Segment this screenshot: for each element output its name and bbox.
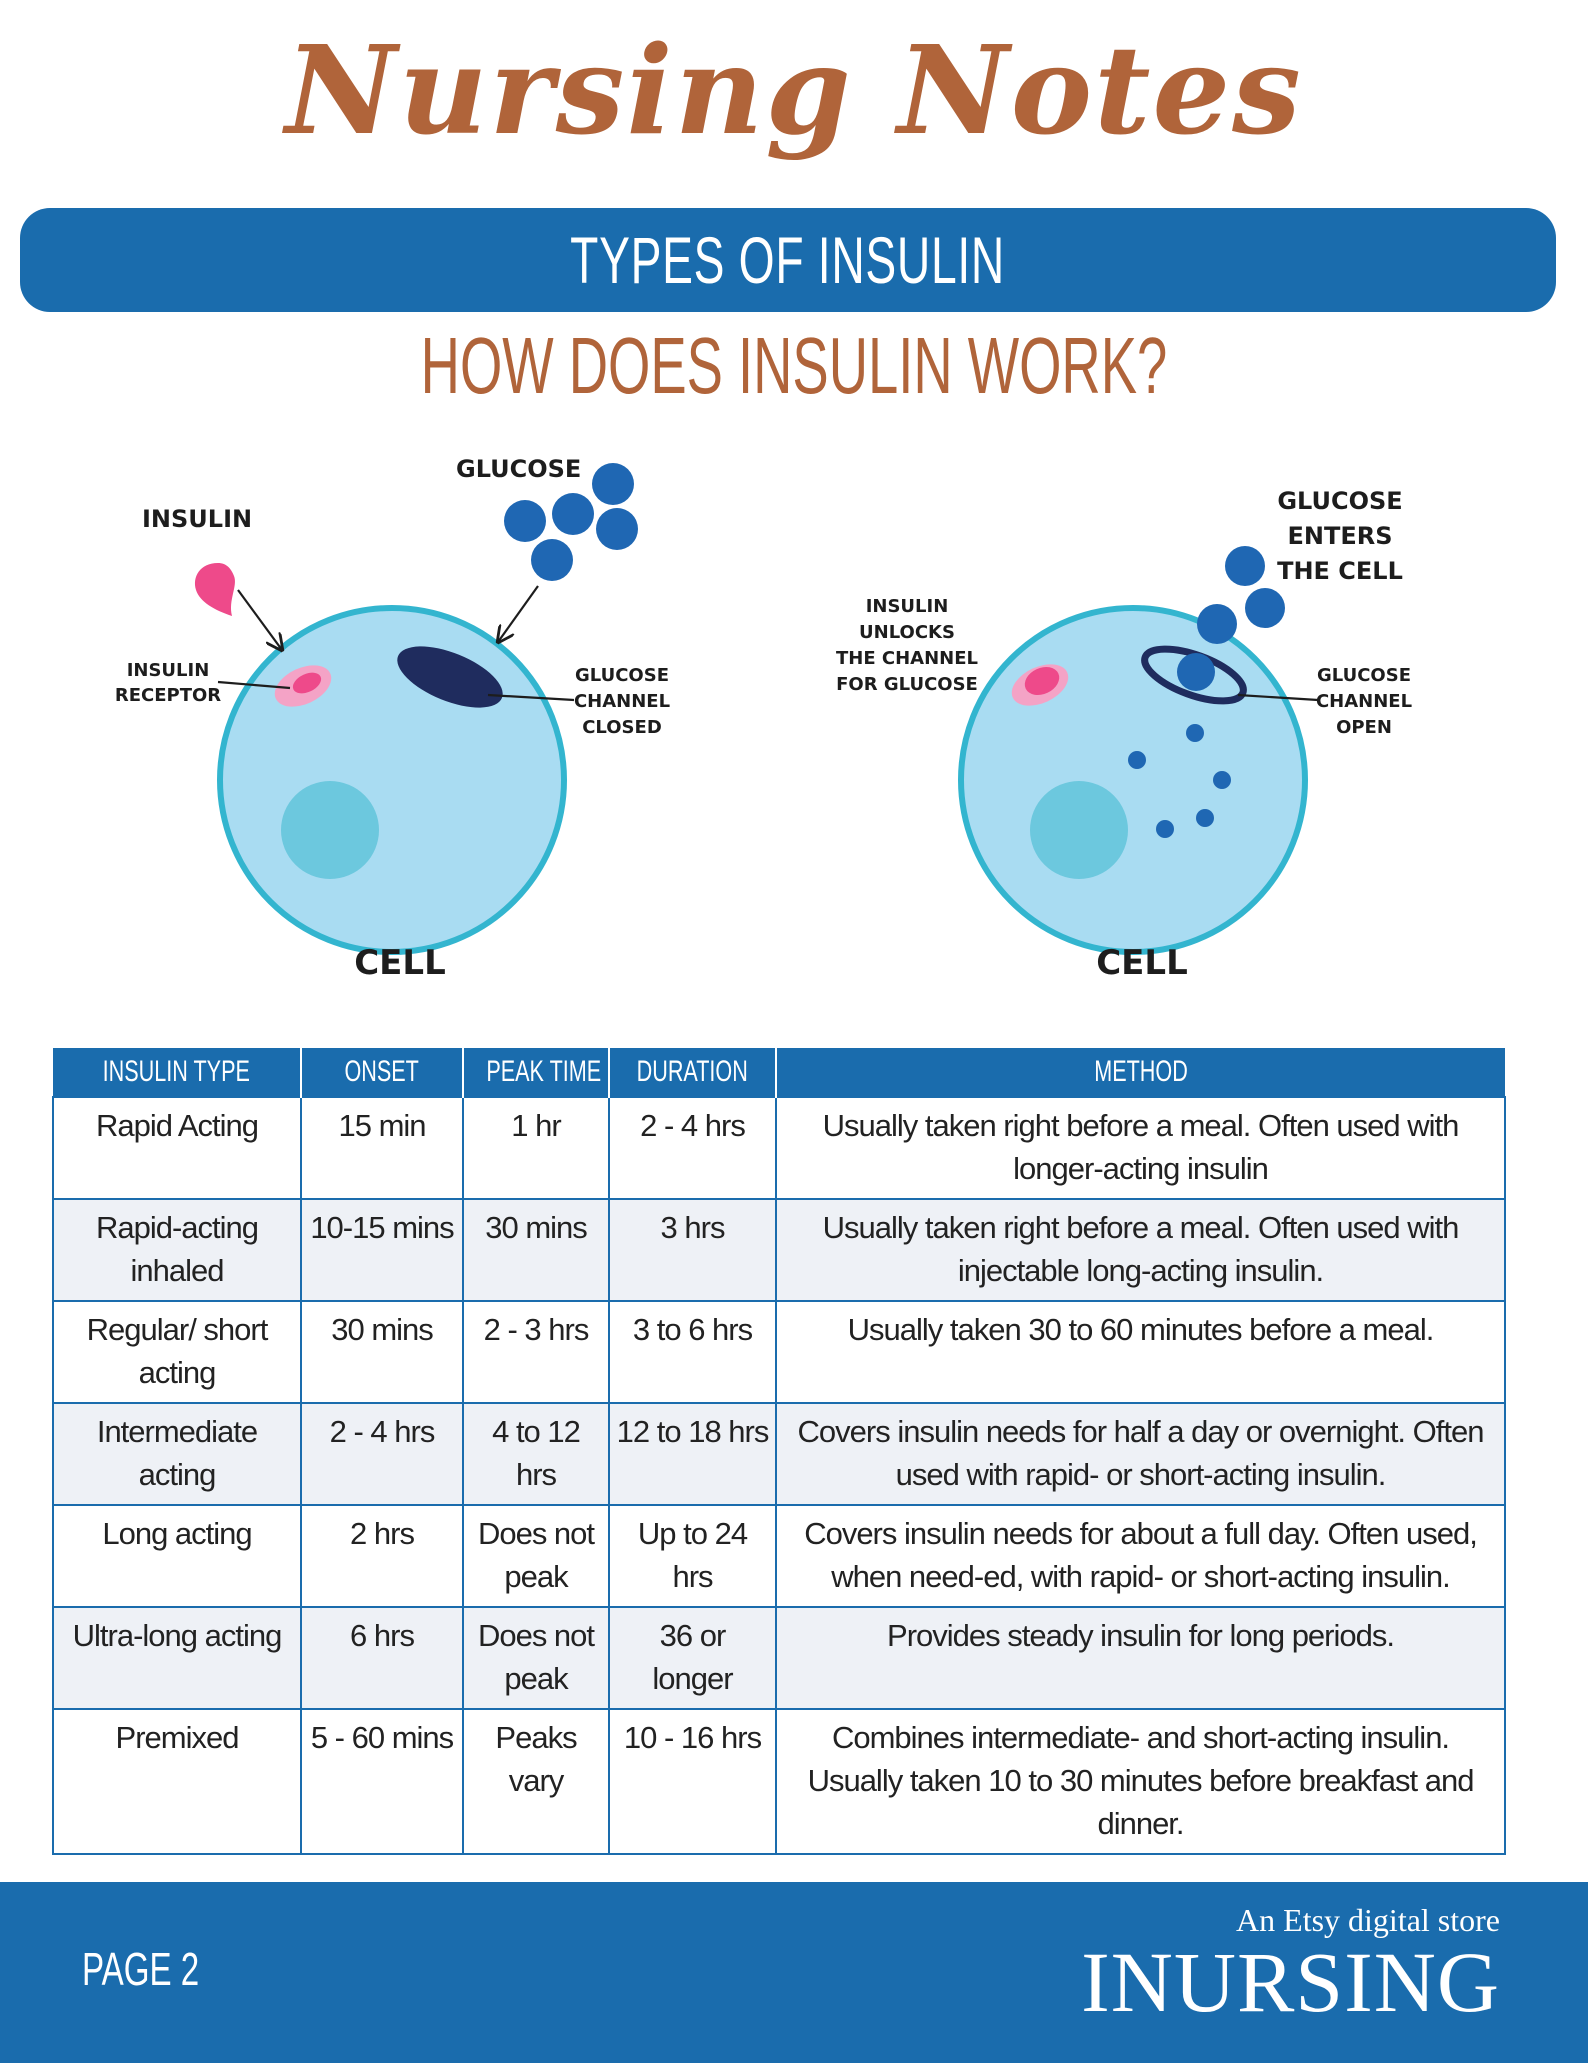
right-cell-label: CELL <box>1096 943 1188 983</box>
cell-insulin-type: Rapid-acting inhaled <box>53 1199 301 1301</box>
left-channel-label-3: CLOSED <box>582 717 662 738</box>
cell-method: Usually taken right before a meal. Often used with injectable long-acting insulin. <box>776 1199 1505 1301</box>
cell-onset: 2 - 4 hrs <box>301 1403 463 1505</box>
cell-onset: 30 mins <box>301 1301 463 1403</box>
left-glucose-label: GLUCOSE <box>456 455 582 483</box>
closed-channel-diagram <box>115 455 670 983</box>
right-unlock-label-1: INSULIN <box>865 596 949 617</box>
right-glucose-label-1: GLUCOSE <box>1277 487 1403 515</box>
cell-insulin-type: Regular/ short acting <box>53 1301 301 1403</box>
cell-peak-time: 4 to 12 hrs <box>463 1403 609 1505</box>
table-row <box>53 1301 1505 1403</box>
column-header-onset: ONSET <box>301 1048 463 1097</box>
left-insulin-arrow <box>238 590 282 650</box>
cell-duration: 3 hrs <box>609 1199 776 1301</box>
cell-insulin-type: Ultra-long acting <box>53 1607 301 1709</box>
cell-duration: 12 to 18 hrs <box>609 1403 776 1505</box>
cell-insulin-type: Intermediate acting <box>53 1403 301 1505</box>
right-unlock-label-4: FOR GLUCOSE <box>836 674 978 695</box>
cell-method: Usually taken right before a meal. Often used with longer-acting insulin <box>776 1097 1505 1199</box>
cell-onset: 2 hrs <box>301 1505 463 1607</box>
table-row <box>53 1097 1505 1199</box>
right-channel-label-3: OPEN <box>1336 717 1392 738</box>
table-row <box>53 1505 1505 1607</box>
column-header-method: METHOD <box>776 1048 1505 1097</box>
table-header-row <box>53 1048 1505 1097</box>
subtitle-text: HOW DOES INSULIN WORK? <box>420 321 1168 410</box>
insulin-diagram <box>0 440 1588 1000</box>
cell-method: Covers insulin needs for half a day or overnight. Often used with rapid- or short-acting insulin. <box>776 1403 1505 1505</box>
right-channel-label-2: CHANNEL <box>1315 691 1413 712</box>
open-channel-diagram <box>836 487 1412 983</box>
cell-duration: 10 - 16 hrs <box>609 1709 776 1854</box>
right-unlock-label-3: THE CHANNEL <box>835 648 979 669</box>
right-unlock-label-2: UNLOCKS <box>859 622 955 643</box>
page-number: PAGE 2 <box>82 1943 200 1995</box>
right-channel-label-1: GLUCOSE <box>1317 665 1411 686</box>
cell-peak-time: Does not peak <box>463 1505 609 1607</box>
left-nucleus <box>281 781 379 879</box>
left-insulin-label: INSULIN <box>142 505 253 533</box>
table-row <box>53 1709 1505 1854</box>
table-row <box>53 1199 1505 1301</box>
cell-peak-time: Peaks vary <box>463 1709 609 1854</box>
left-receptor-label-2: RECEPTOR <box>114 685 222 706</box>
cell-onset: 6 hrs <box>301 1607 463 1709</box>
insulin-types-table-wrap <box>52 1048 1504 1855</box>
cell-duration: 3 to 6 hrs <box>609 1301 776 1403</box>
cell-method: Usually taken 30 to 60 minutes before a meal. <box>776 1301 1505 1403</box>
table-row <box>53 1403 1505 1505</box>
left-glucose-arrow <box>498 586 538 642</box>
cell-duration: 2 - 4 hrs <box>609 1097 776 1199</box>
left-channel-label-2: CHANNEL <box>573 691 671 712</box>
cell-onset: 10-15 mins <box>301 1199 463 1301</box>
cell-method: Provides steady insulin for long periods. <box>776 1607 1505 1709</box>
page-title: Nursing Notes <box>285 18 1303 162</box>
cell-method: Combines intermediate- and short-acting insulin. Usually taken 10 to 30 minutes before breakfast and dinner. <box>776 1709 1505 1854</box>
cell-onset: 5 - 60 mins <box>301 1709 463 1854</box>
brand-logo: INURSING <box>1081 1934 1500 2030</box>
column-header-insulin-type: INSULIN TYPE <box>53 1048 301 1097</box>
cell-duration: 36 or longer <box>609 1607 776 1709</box>
cell-peak-time: 30 mins <box>463 1199 609 1301</box>
section-banner <box>20 208 1556 312</box>
right-glucose-label-2: ENTERS <box>1287 522 1393 550</box>
banner-title: TYPES OF INSULIN <box>570 223 1006 297</box>
cell-insulin-type: Premixed <box>53 1709 301 1854</box>
page-subtitle <box>0 318 1588 414</box>
left-receptor-label-1: INSULIN <box>126 660 210 681</box>
cell-insulin-type: Rapid Acting <box>53 1097 301 1199</box>
page-footer <box>0 1882 1588 2063</box>
insulin-types-table <box>52 1048 1506 1855</box>
cell-peak-time: Does not peak <box>463 1607 609 1709</box>
right-glucose-label-3: THE CELL <box>1277 557 1403 585</box>
left-cell <box>220 608 564 952</box>
left-cell-label: CELL <box>354 943 446 983</box>
table-row <box>53 1607 1505 1709</box>
cell-onset: 15 min <box>301 1097 463 1199</box>
column-header-duration: DURATION <box>609 1048 776 1097</box>
column-header-peak-time: PEAK TIME <box>463 1048 609 1097</box>
left-channel-label-1: GLUCOSE <box>575 665 669 686</box>
cell-peak-time: 1 hr <box>463 1097 609 1199</box>
right-nucleus <box>1030 781 1128 879</box>
cell-method: Covers insulin needs for about a full day. Often used, when need-ed, with rapid- or short-acting insulin. <box>776 1505 1505 1607</box>
cell-peak-time: 2 - 3 hrs <box>463 1301 609 1403</box>
cell-insulin-type: Long acting <box>53 1505 301 1607</box>
cell-duration: Up to 24 hrs <box>609 1505 776 1607</box>
right-cell <box>961 608 1305 952</box>
left-insulin-drop <box>195 563 235 616</box>
store-tagline: An Etsy digital store <box>1236 1902 1500 1938</box>
